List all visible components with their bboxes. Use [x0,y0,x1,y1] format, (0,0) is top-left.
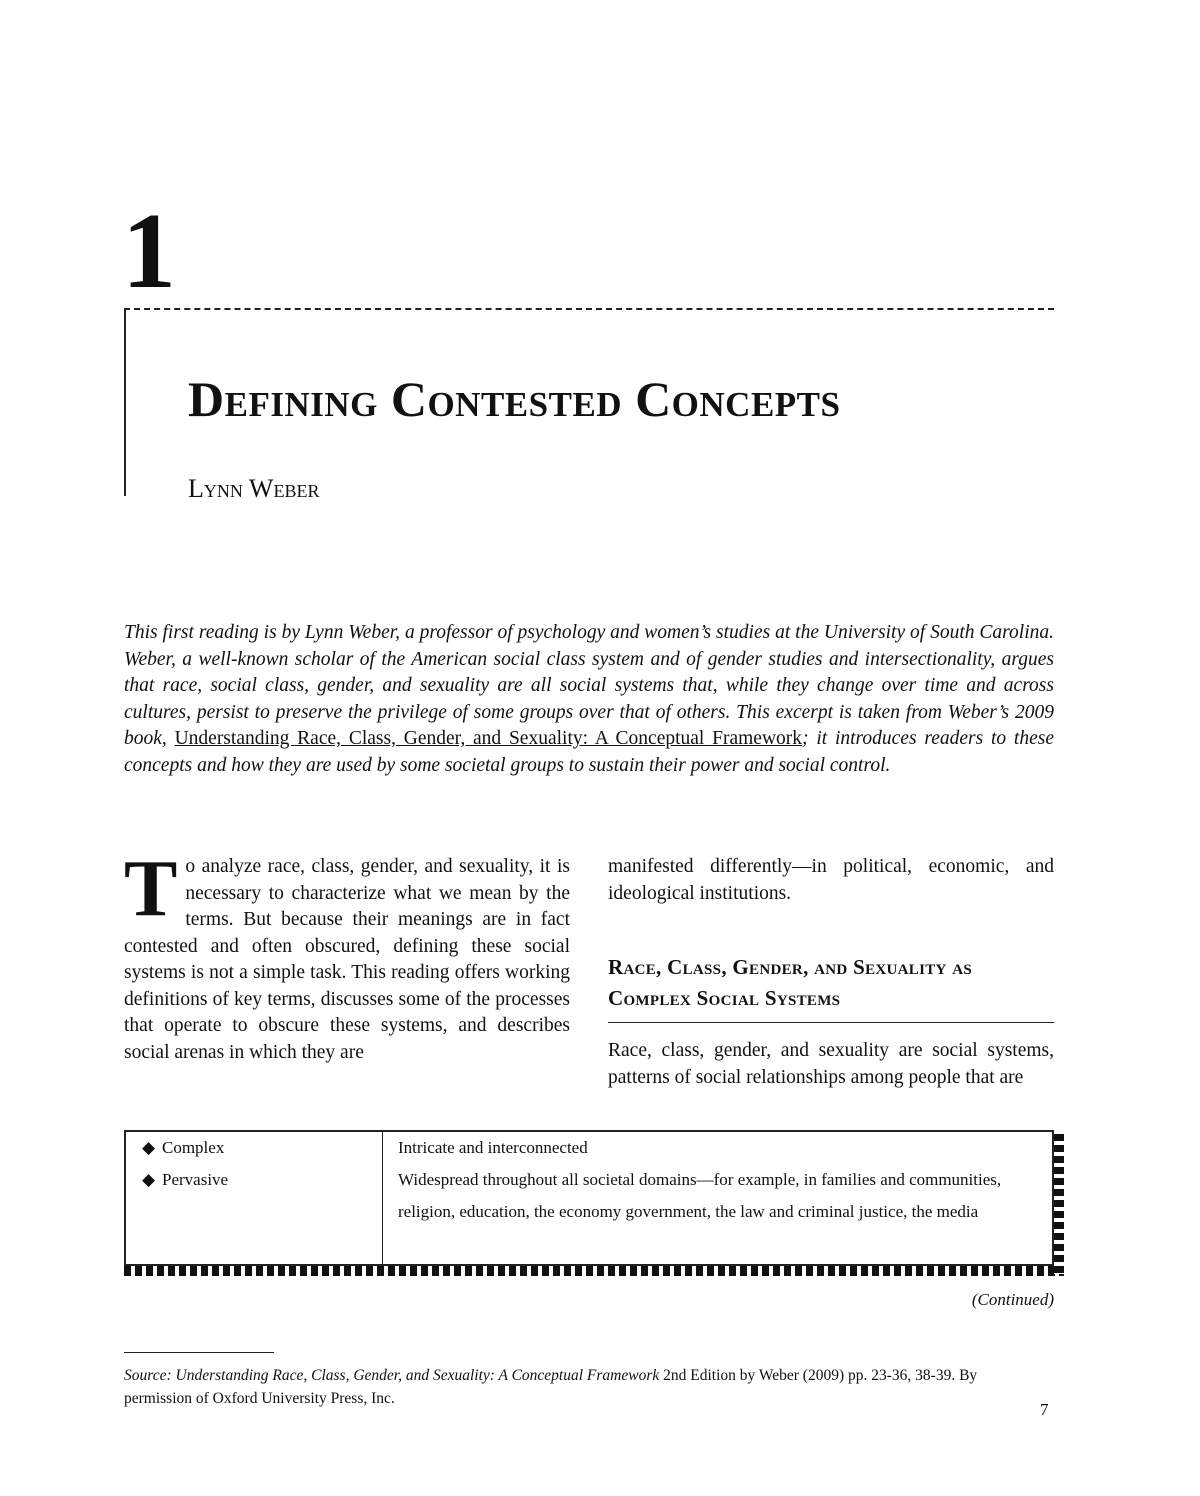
section-text: Race, class, gender, and sexuality are social systems, patterns of social relationships among people that are [608,1040,1054,1088]
body-left-column [124,845,570,1066]
footnote-source: Source: Understanding Race, Class, Gender, and Sexuality: A Conceptual Framework [124,1367,660,1384]
table-column-divider [382,1130,383,1266]
chapter-number: 1 [122,192,176,311]
intro-text-part1: This first reading is by Lynn Weber, a professor of psychology and women’s studies at the University of South Carolina. Weber, a well-known scholar of the American social class system and of gender studies and intersectionality, argues that race, social class, gender, and sexuality are all social systems that, while they change over time and across cultures, persist to preserve the privilege of some groups over that of others. This excerpt is taken from Weber’s 2009 book, [124,622,1054,749]
chapter-left-rule [124,310,126,496]
section-heading: Race, Class, Gender, and Sexuality as Complex Social Systems [608,955,972,1010]
table-definition: Intricate and interconnected [398,1138,588,1157]
body-left-text: o analyze race, class, gender, and sexuality, it is necessary to characterize what we mean by the terms. But because their meanings are in fact contested and often obscured, defining these social systems is not a simple task. This reading offers working definitions of key terms, discusses some of the processes that operate to obscure these systems, and describes social arenas in which they are [124,856,570,1063]
body-right-column: manifested differently—in political, economic, and ideological institutions. [608,856,1054,904]
chapter-title: Defining Contested Concepts [188,371,841,427]
chapter-author: Lynn Weber [188,474,320,503]
footnote-text: 2nd Edition by Weber (2009) pp. 23-36, 38-39. By permission of Oxford University Press, Inc. [124,1367,978,1407]
intro-text-part2: ; it introduces readers to these concepts and how they are used by some societal groups to sustain their power and social control. [124,728,1054,776]
bullet-icon: ◆ [142,1170,156,1189]
table-bottom-border [124,1266,1064,1276]
table-row [142,1164,228,1196]
table-definition: Widespread throughout all societal domains—for example, in families and communities, religion, education, the economy government, the law and criminal justice, the media [398,1170,1002,1221]
chapter-top-rule [124,308,1054,310]
table-term: Pervasive [162,1170,229,1189]
intro-paragraph [124,620,1054,779]
continued-label: (Continued) [971,1290,1054,1309]
table-right-border [1054,1134,1064,1274]
page-number: 7 [1040,1400,1049,1419]
footnote [124,1364,1024,1410]
table-row [142,1132,224,1164]
intro-book-title: Understanding Race, Class, Gender, and Sexuality: A Conceptual Framework [174,728,803,749]
section-rule [608,1022,1054,1023]
footnote-rule [124,1352,274,1353]
table-term: Complex [162,1138,225,1157]
drop-cap: T [124,845,178,933]
bullet-icon: ◆ [142,1138,156,1157]
